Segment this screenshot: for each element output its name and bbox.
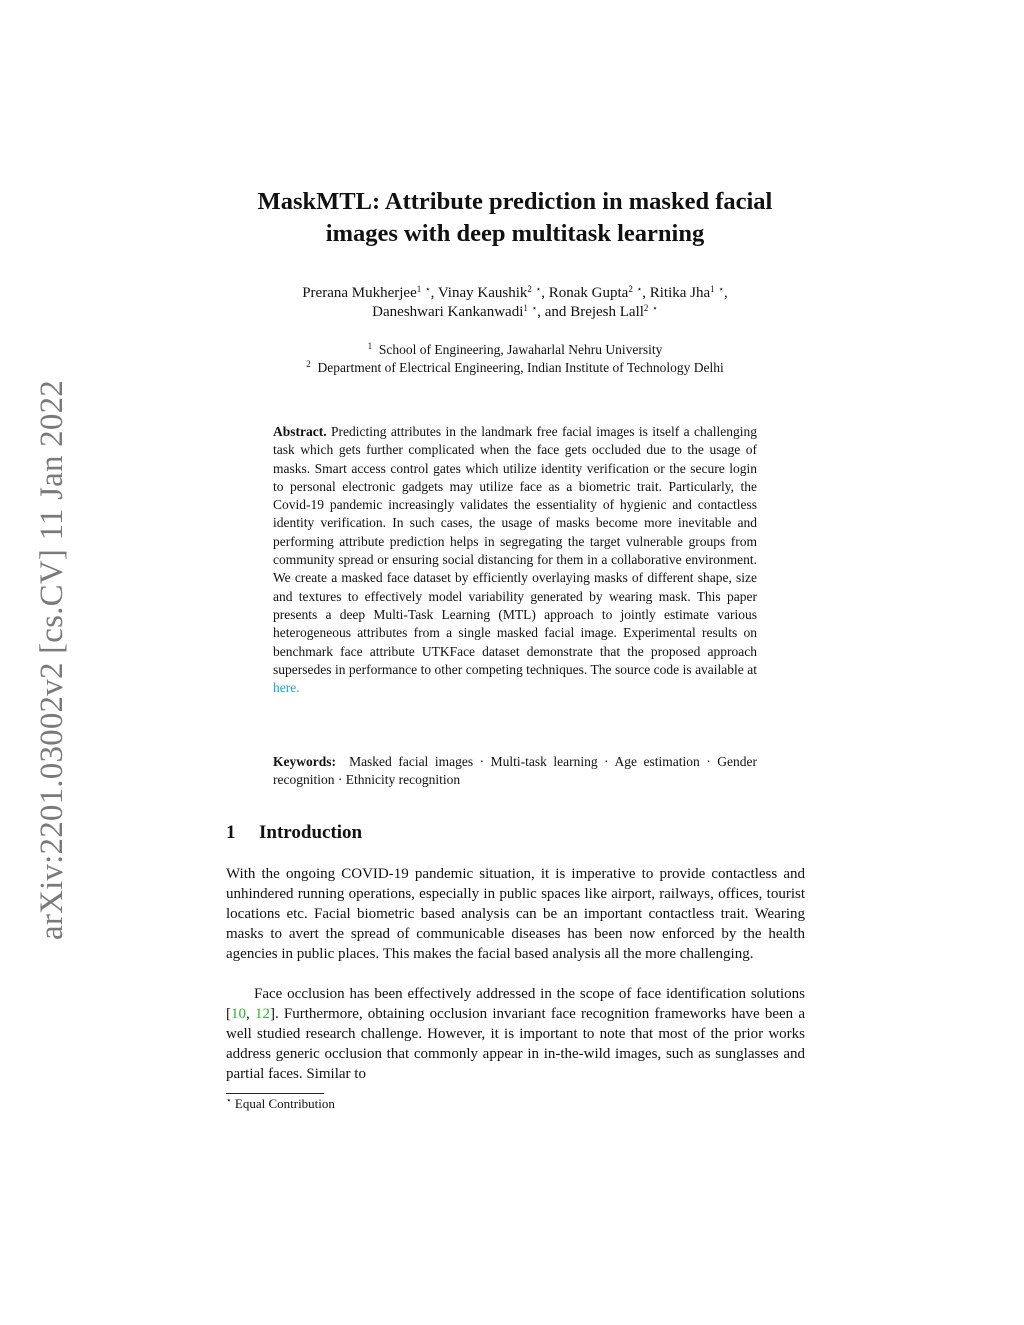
title-line-1: MaskMTL: Attribute prediction in masked facial — [257, 188, 773, 215]
author-5: Daneshwari Kankanwadi$^1$ ⋆, and — [372, 303, 571, 320]
abstract — [273, 423, 757, 697]
author-list — [200, 284, 830, 322]
affiliation-1: $^1$ School of Engineering, Jawaharlal Nehru University — [367, 341, 663, 357]
keywords-text: Masked facial images · Multi-task learning · Age estimation · Gender recognition · Ethnicity recognition — [273, 754, 757, 788]
abstract-label: Abstract. — [273, 424, 327, 439]
section-number: 1 — [226, 822, 236, 843]
affiliation-2: $^2$ Department of Electrical Engineering, Indian Institute of Technology Delhi — [306, 359, 724, 375]
citation-link-10[interactable]: 10 — [231, 1006, 246, 1022]
citation-link-12[interactable]: 12 — [254, 1006, 270, 1022]
author-1: Prerana Mukherjee$^1$ ⋆, — [302, 284, 438, 301]
title-line-2: images with deep multitask learning — [325, 220, 705, 247]
intro-paragraph-2: Face occlusion has been effectively addressed in the scope of face identification solutions [10, 12]. Furthermore, obtaining occlusion invariant face recognition frameworks have been a well studied research challenge. However, it is important to note that most of the prior works address generic occlusion that commonly appear in in-the-wild images, such as sunglasses and partial faces. Similar to — [226, 986, 805, 1082]
footnote: ⋆ Equal Contribution — [226, 1095, 335, 1111]
author-2: Vinay Kaushik$^2$ ⋆, — [437, 284, 549, 301]
intro-paragraph-1: With the ongoing COVID-19 pandemic situation, it is imperative to provide contactless and unhindered running operations, especially in public spaces like airport, railways, offices, tourist locations etc. Facial biometric based analysis can be an important contactless trait. Wearing masks to avert the spread of communicable diseases has been now enforced by the health agencies in public places. This makes the facial based analysis all the more challenging. — [226, 866, 805, 962]
paper-title — [200, 186, 830, 250]
arxiv-identifier-stamp: arXiv:2201.03002v2 [cs.CV] 11 Jan 2022 — [34, 380, 70, 940]
author-6: Brejesh Lall$^2$ ⋆ — [570, 303, 658, 320]
footnote-divider — [226, 1093, 324, 1094]
keywords — [273, 753, 757, 790]
author-3: Ronak Gupta$^2$ ⋆, — [548, 284, 650, 301]
section-title: Introduction — [259, 822, 363, 843]
author-4: Ritika Jha$^1$ ⋆, — [649, 284, 728, 301]
keywords-label: Keywords: — [273, 754, 336, 769]
section-heading — [226, 822, 362, 844]
affiliations — [200, 341, 830, 377]
abstract-text: Predicting attributes in the landmark free facial images is itself a challenging task which gets further complicated when the face gets occluded due to the usage of masks. Smart access control gates which utilize identity verification or the secure login to personal electronic gadgets may utilize face as a biometric trait. Particularly, the Covid-19 pandemic increasingly validates the essentiality of hygienic and contactless identity verification. In such cases, the usage of masks become more inevitable and performing attribute prediction helps in segregating the target vulnerable groups from community spread or ensuring social distancing for them in a collaborative environment. We create a masked face dataset by efficiently overlaying masks of different shape, size and textures to effectively model variability generated by wearing mask. This paper presents a deep Multi-Task Learning (MTL) approach to jointly estimate various heterogeneous attributes from a single masked facial image. Experimental results on benchmark face attribute UTKFace dataset demonstrate that the proposed approach supersedes in performance to other competing techniques. The source code is available at — [273, 424, 758, 677]
source-code-link[interactable]: here. — [273, 680, 300, 696]
